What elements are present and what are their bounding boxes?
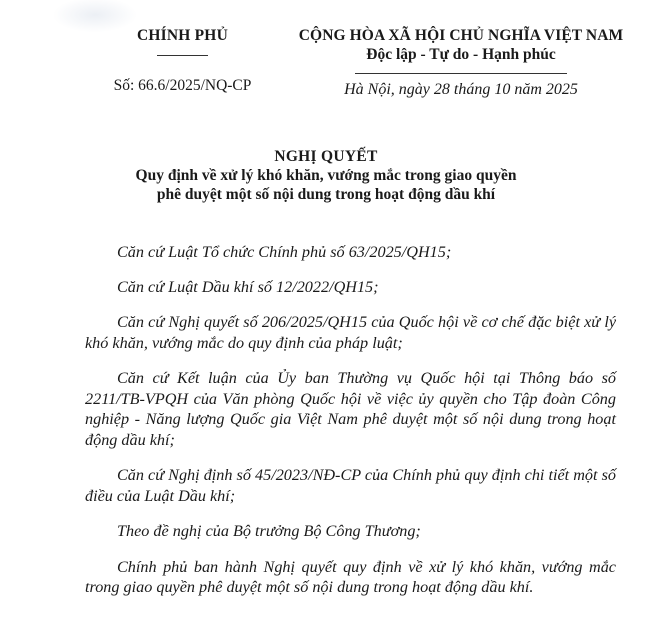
issuing-agency-block — [95, 27, 270, 95]
agency-underline-divider — [157, 55, 208, 56]
preamble-body — [85, 242, 616, 598]
legal-basis-paragraph: Căn cứ Luật Dầu khí số 12/2022/QH15; — [117, 277, 379, 296]
place-and-date: Hà Nội, ngày 28 tháng 10 năm 2025 — [344, 81, 578, 98]
national-motto: Độc lập - Tự do - Hạnh phúc — [366, 46, 556, 63]
motto-underline-divider — [355, 73, 567, 74]
issuing-agency: CHÍNH PHỦ — [137, 27, 228, 44]
national-header-block — [296, 27, 626, 99]
document-type-heading: NGHỊ QUYẾT — [274, 148, 378, 165]
document-title-block — [60, 147, 592, 204]
document-subtitle-line-2: phê duyệt một số nội dung trong hoạt động dầu khí — [156, 186, 496, 203]
national-title: CỘNG HÒA XÃ HỘI CHỦ NGHĨA VIỆT NAM — [298, 27, 624, 44]
legal-basis-paragraph: Căn cứ Nghị quyết số 206/2025/QH15 của Quốc hội về cơ chế đặc biệt xử lý khó khăn, vướng mắc do quy định của pháp luật; — [85, 313, 616, 352]
document-subtitle-line-1: Quy định về xử lý khó khăn, vướng mắc trong giao quyền — [135, 167, 517, 184]
document-number: Số: 66.6/2025/NQ-CP — [113, 77, 252, 94]
legal-basis-paragraph: Căn cứ Kết luận của Ủy ban Thường vụ Quốc hội tại Thông báo số 2211/TB-VPQH của Văn phòng Quốc hội về việc ủy quyền cho Tập đoàn Công nghiệp - Năng lượng Quốc gia Việt Nam phê duyệt một số nội dung trong hoạt động dầu khí; — [85, 369, 616, 449]
enactment-paragraph: Chính phủ ban hành Nghị quyết quy định về xử lý khó khăn, vướng mắc trong giao quyền phê duyệt một số nội dung trong hoạt động dầu khí. — [85, 557, 616, 596]
legal-basis-paragraph: Căn cứ Luật Tổ chức Chính phủ số 63/2025/QH15; — [117, 243, 452, 261]
proposal-paragraph: Theo đề nghị của Bộ trưởng Bộ Công Thương; — [117, 522, 421, 540]
legal-basis-paragraph: Căn cứ Nghị định số 45/2023/NĐ-CP của Chính phủ quy định chi tiết một số điều của Luật Dầu khí; — [85, 466, 616, 505]
